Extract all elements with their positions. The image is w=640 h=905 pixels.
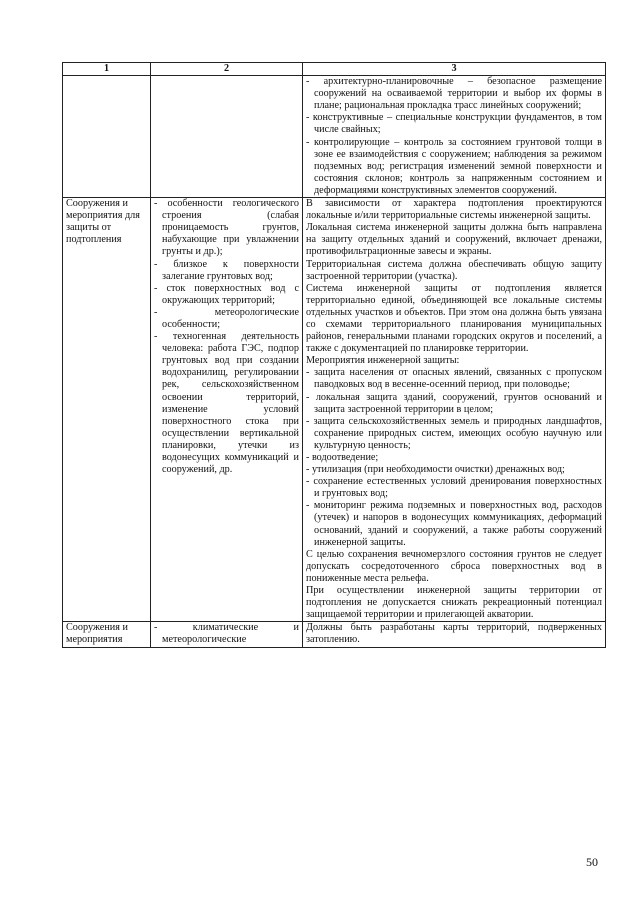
list-item: - сток поверхностных вод с окружающих территорий; <box>154 282 299 306</box>
paragraph: Мероприятия инженерной защиты: <box>306 355 460 367</box>
paragraph: При осуществлении инженерной защиты территории от подтопления не допускается снижать рекреационный потенциал защищаемой территории и прилегающей акватории. <box>306 585 602 621</box>
list-item: - локальная защита зданий, сооружений, грунтов оснований и защита застроенной территории в целом; <box>306 391 602 415</box>
list-item: - архитектурно-планировочные – безопасное размещение сооружений на осваиваемой территории и выбор их формы в плане; рациональная прокладка трасс линейных сооружений; <box>306 76 602 112</box>
list-item: - защита населения от опасных явлений, связанных с пропуском паводковых вод в весенне-осенний период, при половодье; <box>306 367 602 391</box>
row1-col2 <box>151 198 303 622</box>
row1-col3 <box>303 198 606 622</box>
document-page <box>62 62 605 648</box>
paragraph: С целью сохранения вечномерзлого состояния грунтов не следует допускать сосредоточенного сброса поверхностных вод в пониженные места рельефа. <box>306 548 602 584</box>
list-item: - близкое к поверхности залегание грунтовых вод; <box>154 258 299 282</box>
list-item: - метеорологические особенности; <box>154 306 299 330</box>
row2-col2 <box>151 622 303 647</box>
table-row <box>63 198 606 622</box>
paragraph: В зависимости от характера подтопления проектируются локальные и/или территориальные системы инженерной защиты. <box>306 198 602 222</box>
list-item: - особенности геологического строения (слабая проницаемость грунтов, набухающие при увлажнении грунты и др.); <box>154 198 299 258</box>
row1-col1: Сооружения и мероприятия для защиты от подтопления <box>63 198 151 622</box>
paragraph: Система инженерной защиты от подтопления является территориально единой, объединяющей все локальные системы отдельных участков и объектов. При этом она должна быть увязана со схемами территориального планирования муниципальных районов, генеральными планами городских округов и поселений, а также с документацией по планировке территории. <box>306 282 602 355</box>
list-item: - водоотведение; <box>306 452 379 463</box>
header-col-1: 1 <box>63 63 151 76</box>
list-item: - защита сельскохозяйственных земель и природных ландшафтов, сохранение природных систем, имеющих особую научную или культурную ценность; <box>306 415 602 451</box>
paragraph: Должны быть разработаны карты территорий, подверженных затоплению. <box>306 622 602 646</box>
table-row <box>63 622 606 647</box>
list-item: - утилизация (при необходимости очистки) дренажных вод; <box>306 464 565 476</box>
paragraph: Локальная система инженерной защиты должна быть направлена на защиту отдельных зданий и сооружений, включает дренажи, противофильтрационные завесы и экраны. <box>306 222 602 258</box>
page-number: 50 <box>586 855 598 869</box>
list-item: - климатические и метеорологические <box>154 622 299 646</box>
row0-col3 <box>303 76 606 198</box>
table-row <box>63 76 606 198</box>
header-col-2: 2 <box>151 63 303 76</box>
list-item: - конструктивные – специальные конструкции фундаментов, в том числе свайных; <box>306 112 602 136</box>
row2-col3 <box>303 622 606 647</box>
row2-col1: Сооружения и мероприятия <box>63 622 151 647</box>
paragraph: Территориальная система должна обеспечивать общую защиту застроенной территории (участка). <box>306 258 602 282</box>
list-item: - техногенная деятельность человека: работа ГЭС, подпор грунтовых вод при создании водохранилищ, регулировании рек, сельскохозяйственном освоении территорий, изменение условий поверхностного стока при осуществлении вертикальной планировки, утечки из водонесущих коммуникаций и сооружений, др. <box>154 331 299 476</box>
list-item: - мониторинг режима подземных и поверхностных вод, расходов (утечек) и напоров в водонесущих коммуникациях, деформаций оснований, зданий и сооружений, а также работы сооружений инженерной защиты. <box>306 500 602 548</box>
table-header-row <box>63 63 606 76</box>
header-col-3: 3 <box>303 63 606 76</box>
list-item: - контролирующие – контроль за состоянием грунтовой толщи в зоне ее взаимодействия с сооружением; наблюдения за режимом подземных вод; регистрация изменений земной поверхности и состояния склонов; контроль за напряженным состоянием и деформациями конструктивных элементов сооружений. <box>306 136 602 196</box>
list-item: - сохранение естественных условий дренирования поверхностных и грунтовых вод; <box>306 476 602 500</box>
requirements-table <box>62 62 606 648</box>
row0-col1 <box>63 76 151 198</box>
row0-col2 <box>151 76 303 198</box>
